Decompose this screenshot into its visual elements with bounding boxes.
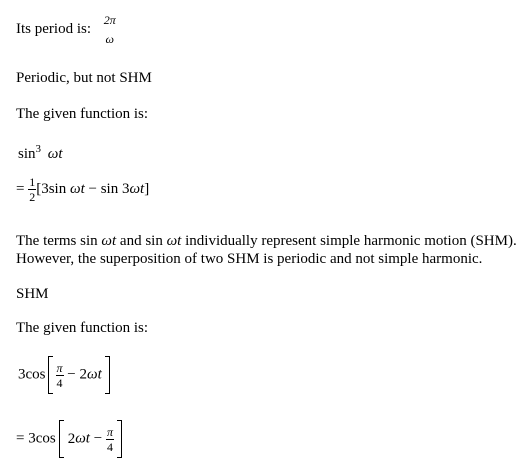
answer-shm: SHM	[16, 286, 49, 302]
explain-part-d: ωt	[166, 233, 182, 249]
expr-cos-rewritten	[16, 420, 122, 458]
expr-cos-fraction	[56, 362, 64, 389]
expr-cos2-left-bracket	[59, 420, 64, 458]
period-label: Its period is:	[16, 21, 91, 37]
expr-sin-arg: ωt	[47, 146, 63, 162]
period-line	[16, 14, 117, 45]
expr-cos2-lead: 2	[67, 430, 76, 447]
expr-cos-arg: ωt	[86, 366, 102, 383]
period-fraction	[103, 14, 117, 45]
close-bracket: ]	[144, 181, 150, 197]
explanation-line-2: However, the superposition of two SHM is periodic and not simple harmonic.	[16, 251, 483, 267]
expr-cos-coef: 3cos	[18, 366, 46, 383]
expr-sin-power: 3	[35, 143, 42, 155]
expr-sin-cubed	[18, 143, 63, 163]
expr-cos-rest: − 2	[63, 366, 87, 383]
expr-expansion-equals: =	[16, 181, 25, 197]
expr-cos2-coef: = 3cos	[16, 430, 56, 447]
expr-expansion-minus: − sin 3	[84, 181, 130, 197]
half-numerator: 1	[29, 175, 36, 189]
given-function-label-2: The given function is:	[16, 320, 149, 336]
expr-cos-right-bracket	[105, 356, 110, 394]
open-bracket: [	[36, 181, 42, 197]
expr-cos2-arg: ωt	[75, 430, 90, 447]
expr-expansion-arg-a: ωt	[69, 181, 85, 197]
expr-cos-denominator: 4	[56, 375, 63, 390]
expr-cos2-minus: −	[89, 430, 106, 447]
expr-cos-left-bracket	[48, 356, 53, 394]
expr-expansion-arg-b: ωt	[129, 181, 145, 197]
expr-expansion	[16, 176, 149, 203]
expr-cos2-fraction	[106, 426, 114, 453]
expr-cos2-right-bracket	[117, 420, 122, 458]
explain-part-c: and sin	[116, 233, 167, 249]
expr-cos2-denominator: 4	[106, 439, 113, 454]
half-denominator: 2	[29, 190, 36, 204]
given-function-label-1: The given function is:	[16, 106, 149, 122]
explain-part-b: ωt	[101, 233, 117, 249]
explain-part-a: The terms sin	[16, 233, 102, 249]
expr-cos-numerator: π	[56, 360, 63, 375]
explain-part-e: individually represent simple harmonic motion (SHM).	[181, 233, 517, 249]
period-denominator: ω	[105, 32, 114, 46]
expr-sin-func: sin	[18, 146, 36, 162]
expr-expansion-term-a: 3sin	[41, 181, 70, 197]
expr-cos2-numerator: π	[106, 424, 113, 439]
answer-periodic-not-shm: Periodic, but not SHM	[16, 70, 152, 86]
explanation-line-1	[16, 233, 517, 250]
expr-cos-original	[18, 356, 110, 394]
period-numerator: 2π	[103, 13, 116, 27]
